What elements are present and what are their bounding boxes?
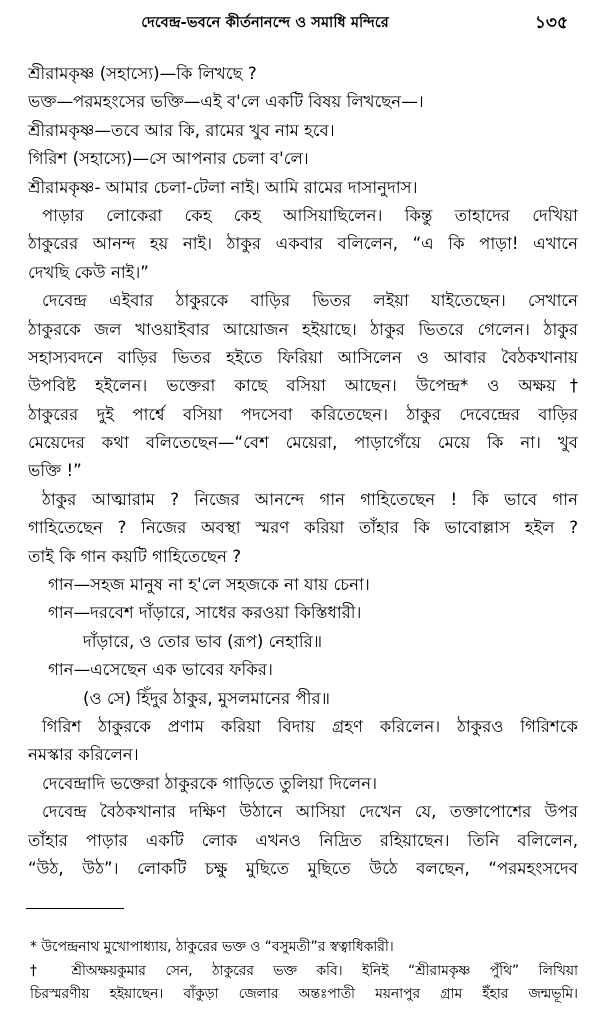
paragraph-line: নমস্কার করিলেন। [28, 745, 139, 765]
paragraph-line: ঠাকুরের দুই পার্শ্বে বসিয়া পদসেবা করিতেছেন। ঠাকুর দেবেন্দ্রের বাড়ির [28, 404, 578, 424]
footnote-divider [26, 908, 124, 909]
dialogue-line: শ্রীরামকৃষ্ণ- আমার চেলা-টেলা নাই। আমি রামের দাসানুদাস। [28, 177, 418, 197]
paragraph-line: গিরিশ ঠাকুরকে প্রণাম করিয়া বিদায় গ্রহণ করিলেন। ঠাকুরও গিরিশকে [42, 716, 578, 736]
page-number: ১৩৫ [534, 13, 568, 33]
paragraph-line: সহাস্যবদনে বাড়ির ভিতর হইতে ফিরিয়া আসিলেন ও আবার বৈঠকখানায় [28, 347, 578, 367]
song-line: গান—সহজ মানুষ না হ'লে সহজকে না যায় চেনা। [48, 575, 370, 595]
song-line: গান—এসেছেন এক ভাবের ফকির। [48, 660, 273, 680]
dialogue-line: শ্রীরামকৃষ্ণ (সহাস্যে)—কি লিখছে ? [28, 64, 257, 83]
paragraph-line: ঠাকুরকে জল খাওয়াইবার আয়োজন হইয়াছে। ঠাকুর ভিতরে গেলেন। ঠাকুর [28, 319, 578, 339]
paragraph-line: ঠাকুর আত্মারাম ? নিজের আনন্দে গান গাহিতেছেন ! কি ভাবে গান [42, 489, 578, 509]
running-title: দেবেন্দ্র-ভবনে কীর্তনানন্দে ও সমাধি মন্দিরে [141, 15, 389, 31]
dialogue-line: গিরিশ (সহাস্যে)—সে আপনার চেলা ব'লে। [28, 149, 309, 169]
paragraph-line: পাড়ার লোকেরা কেহ কেহ আসিয়াছিলেন। কিন্তু তাহাদের দেখিয়া [42, 205, 578, 225]
body-text [28, 60, 578, 883]
paragraph-line: দেবেন্দ্র এইবার ঠাকুরকে বাড়ির ভিতর লইয়া যাইতেছেন। সেখানে [42, 291, 578, 311]
footnote-line: † শ্রীঅক্ষয়কুমার সেন, ঠাকুরের ভক্ত কবি। ইনিই “শ্রীরামকৃষ্ণ পুঁথি” লিখিয়া [30, 962, 578, 979]
song-line: (ও সে) হিঁদুর ঠাকুর, মুসলমানের পীর॥ [83, 688, 331, 708]
paragraph-line: তাঁহার পাড়ার একটি লোক এখনও নিদ্রিত রহিয়াছেন। তিনি বলিলেন, [28, 830, 578, 850]
paragraph-line: ঠাকুরের আনন্দ হয় নাই। ঠাকুর একবার বলিলেন, “এ কি পাড়া! এখানে [28, 234, 578, 254]
paragraph-line: তাই কি গান কয়টি গাহিতেছেন ? [28, 546, 242, 566]
paragraph-line: ভক্তি !” [28, 461, 82, 481]
dialogue-line: ভক্ত—পরমহংসের ভক্তি—এই ব'লে একটি বিষয় লিখছেন—। [28, 92, 424, 112]
paragraph-line: উপবিষ্ট হইলেন। ভক্তেরা কাছে বসিয়া আছেন। উপেন্দ্র* ও অক্ষয়† [28, 376, 578, 396]
footnote-line: চিরস্মরণীয় হইয়াছেন। বাঁকুড়া জেলার অন্তঃপাতী ময়নাপুর গ্রাম ইঁহার জন্মভূমি। [30, 986, 578, 1002]
footnotes [30, 936, 578, 1007]
paragraph-line: মেয়েদের কথা বলিতেছেন—“বেশ মেয়েরা, পাড়াগেঁয়ে মেয়ে কি না। খুব [28, 433, 578, 453]
page-header [28, 8, 572, 36]
paragraph-line: দেবেন্দ্র বৈঠকখানার দক্ষিণ উঠানে আসিয়া দেখেন যে, তক্তাপোশের উপর [42, 802, 578, 822]
paragraph-line: “উঠ, উঠ”। লোকটি চক্ষু মুছিতে মুছিতে উঠে বলছেন, “পরমহংসদেব [28, 858, 578, 878]
song-line: গান—দরবেশ দাঁড়ারে, সাধের করওয়া কিস্তিধারী। [48, 603, 362, 623]
dialogue-line: শ্রীরামকৃষ্ণ—তবে আর কি, রামের খুব নাম হবে। [28, 120, 335, 140]
paragraph-line: গাহিতেছেন ? নিজের অবস্থা স্মরণ করিয়া তাঁহার কি ভাবোল্লাস হইল ? [28, 518, 578, 538]
song-line: দাঁড়ারে, ও তোর ভাব (রূপ) নেহারি॥ [83, 631, 323, 651]
paragraph-line: দেবেন্দ্রাদি ভক্তেরা ঠাকুরকে গাড়িতে তুলিয়া দিলেন। [42, 773, 378, 793]
footnote-line: * উপেন্দ্রনাথ মুখোপাধ্যায়, ঠাকুরের ভক্ত ও “বসুমতী”র স্বত্বাধিকারী। [30, 939, 394, 955]
paragraph-line: দেখছি কেউ নাই।” [28, 262, 149, 282]
